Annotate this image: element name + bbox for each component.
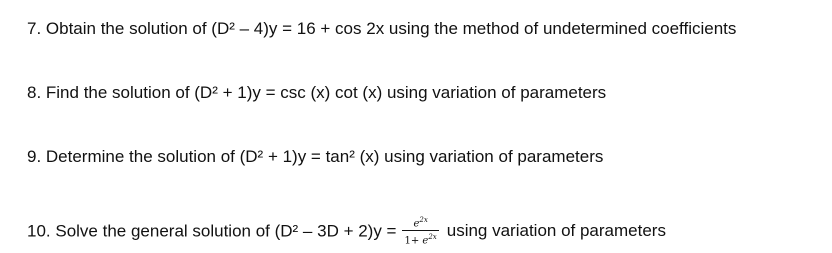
denominator-exponent: 2x <box>428 233 437 242</box>
numerator-base: e <box>413 218 420 230</box>
numerator-exponent: 2x <box>419 216 428 224</box>
fraction-e2x-over-1-plus-e2x <box>402 215 438 247</box>
question-10-lead: 10. Solve the general solution of (D² – 3D + 2)y = <box>27 221 397 241</box>
fraction-numerator <box>402 215 438 231</box>
question-9: 9. Determine the solution of (D² + 1)y = tan² (x) using variation of parameters <box>27 147 604 166</box>
question-10-trail: using variation of parameters <box>446 221 666 241</box>
question-8: 8. Find the solution of (D² + 1)y = csc (x) cot (x) using variation of parameters <box>27 83 607 102</box>
denominator-lead: 1+ <box>404 235 423 247</box>
fraction-denominator <box>402 231 438 246</box>
question-7: 7. Obtain the solution of (D² – 4)y = 16 + cos 2x using the method of undetermined coefficients <box>27 19 737 38</box>
denominator-base: e <box>422 235 429 247</box>
question-10 <box>27 216 666 248</box>
